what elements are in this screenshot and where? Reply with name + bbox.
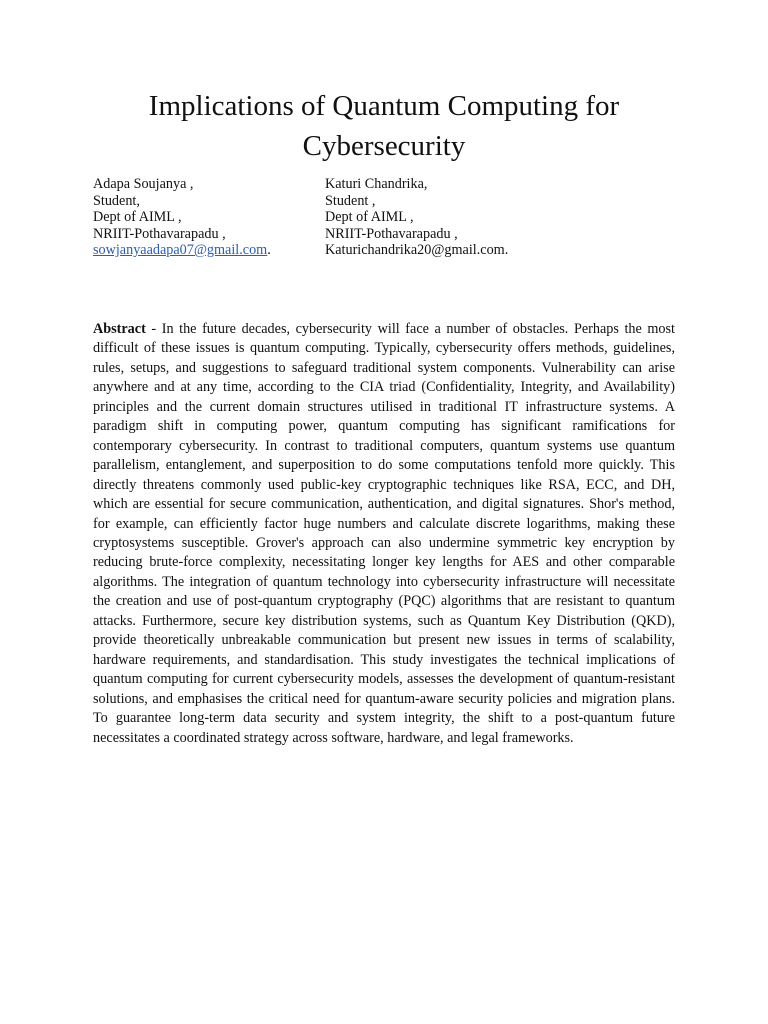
author-institution: NRIIT-Pothavarapadu , — [325, 225, 458, 242]
author-institution: NRIIT-Pothavarapadu , — [93, 225, 226, 242]
paper-title-line-1: Implications of Quantum Computing for — [148, 90, 620, 122]
author-role: Student, — [93, 192, 140, 209]
author-name: Katuri Chandrika, — [325, 176, 428, 192]
author-role: Student , — [325, 192, 376, 209]
author-block-2 — [325, 176, 508, 259]
author-email-suffix: . — [267, 242, 271, 258]
paper-title-line-2: Cybersecurity — [302, 130, 466, 162]
abstract-text: - In the future decades, cybersecurity will face a number of obstacles. Perhaps the most difficult of these issues is quantum computing. Typically, cybersecurity offers methods, guidelines, rules, setups, and suggestions to safeguard traditional system components. Vulnerability can arise anywhere and at any time, according to the CIA triad (Confidentiality, Integrity, and Availability) principles and the current domain structures utilised in traditional IT infrastructure systems. A paradigm shift in computing power, quantum computing has significant ramifications for contemporary cybersecurity. In contrast to traditional computers, quantum systems use quantum parallelism, entanglement, and superposition to do some computations tenfold more quickly. This directly threatens commonly used public-key cryptographic techniques like RSA, ECC, and DH, which are essential for secure communication, authentication, and digital signatures. Shor's method, for example, can efficiently factor huge numbers and calculate discrete logarithms, making these cryptosystems susceptible. Grover's approach can also undermine symmetric key encryption by reducing brute-force complexity, necessitating longer key lengths for AES and other comparable algorithms. The integration of quantum technology into cybersecurity infrastructure will necessitate the creation and use of post-quantum cryptography (PQC) algorithms that are resistant to quantum attacks. Furthermore, secure key distribution systems, such as Quantum Key Distribution (QKD), provide theoretically unbreakable communication but present new issues in terms of scalability, hardware requirements, and standardisation. This study investigates the technical implications of quantum computing for current cybersecurity models, assesses the development of quantum-resistant solutions, and emphasises the critical need for quantum-aware security policies and migration plans. To guarantee long-term data security and system integrity, the shift to a post-quantum future necessitates a coordinated strategy across software, hardware, and legal frameworks. — [93, 321, 675, 746]
author-email-link[interactable]: sowjanyaadapa07@gmail.com — [93, 242, 268, 258]
author-name: Adapa Soujanya , — [93, 176, 194, 192]
author-department: Dept of AIML , — [325, 209, 414, 225]
abstract-paragraph — [93, 320, 675, 748]
abstract-label: Abstract — [93, 321, 146, 337]
paper-title — [93, 86, 675, 166]
author-department: Dept of AIML , — [93, 209, 182, 225]
author-email-line — [93, 242, 271, 259]
author-email: Katurichandrika20@gmail.com. — [325, 242, 509, 258]
author-block-1 — [93, 176, 271, 259]
